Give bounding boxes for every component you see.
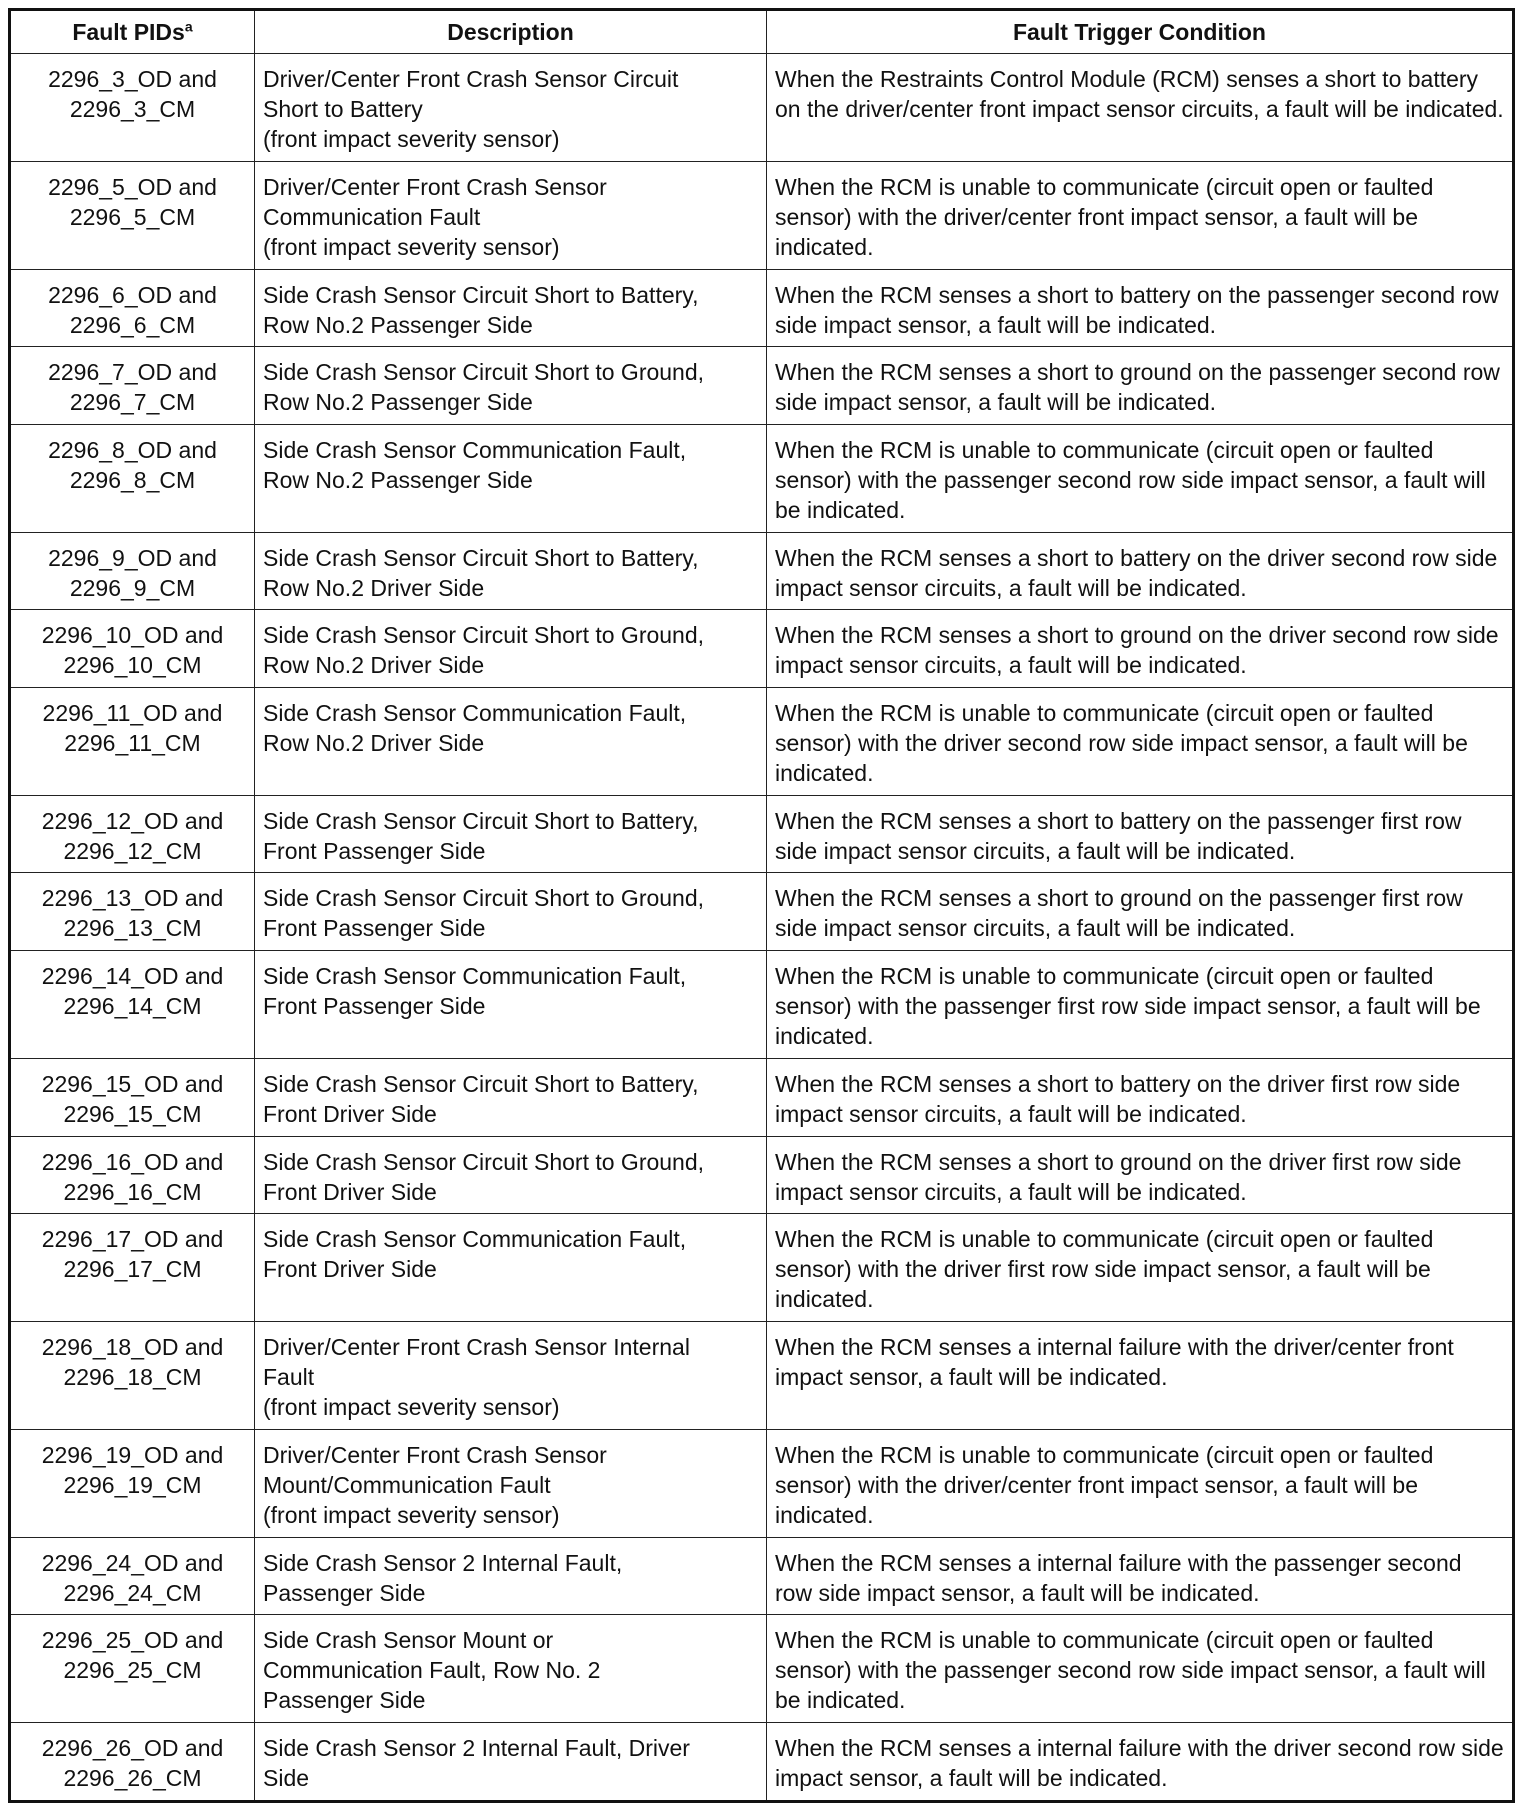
table-row (10, 1615, 1514, 1723)
fault-pid-line: 2296_15_CM (63, 1100, 202, 1127)
trigger-condition-cell: When the RCM senses a short to ground on the passenger second row side impact sensor, a fault will be indicated. (767, 347, 1514, 425)
fault-pid-cell (10, 1429, 255, 1537)
description-cell (255, 532, 767, 610)
description-line: (front impact severity sensor) (263, 126, 560, 152)
description-cell (255, 1723, 767, 1802)
description-cell (255, 424, 767, 532)
fault-pid-cell (10, 951, 255, 1059)
description-line: Passenger Side (263, 1687, 426, 1714)
trigger-condition-cell: When the RCM is unable to communicate (circuit open or faulted sensor) with the passenger second row side impact sensor, a fault will be indicated. (767, 1615, 1514, 1723)
description-line: Side Crash Sensor Circuit Short to Ground, (263, 359, 705, 386)
description-line: Side Crash Sensor Circuit Short to Ground, (263, 622, 705, 649)
trigger-condition-cell: When the RCM is unable to communicate (circuit open or faulted sensor) with the passenger first row side impact sensor, a fault will be indicated. (767, 951, 1514, 1059)
table-row (10, 951, 1514, 1059)
description-line: Row No.2 Passenger Side (263, 466, 533, 493)
fault-pid-cell (10, 347, 255, 425)
table-row (10, 161, 1514, 269)
fault-pid-line: 2296_18_CM (63, 1364, 202, 1391)
table-row (10, 873, 1514, 951)
fault-pid-line: 2296_26_OD and (41, 1735, 224, 1762)
description-line: Side Crash Sensor Circuit Short to Ground, (263, 1148, 705, 1175)
description-cell (255, 688, 767, 796)
header-fault-trigger-condition: Fault Trigger Condition (767, 10, 1514, 54)
fault-pid-line: 2296_6_OD and (48, 281, 217, 308)
description-cell (255, 1136, 767, 1214)
description-cell (255, 1214, 767, 1322)
description-line: Communication Fault (263, 203, 481, 230)
description-line: Short to Battery (263, 96, 423, 122)
table-row (10, 532, 1514, 610)
description-line: Side Crash Sensor Mount or (263, 1627, 554, 1654)
fault-pid-line: 2296_10_CM (63, 652, 202, 679)
fault-pid-cell (10, 1214, 255, 1322)
table-row (10, 1136, 1514, 1214)
fault-pid-line: 2296_15_OD and (41, 1070, 224, 1097)
fault-pid-line: 2296_17_CM (63, 1256, 202, 1283)
description-cell (255, 347, 767, 425)
description-line: Driver/Center Front Crash Sensor Internal (263, 1334, 690, 1361)
fault-pid-line: 2296_25_CM (63, 1657, 202, 1684)
table-row (10, 795, 1514, 873)
description-line: Side Crash Sensor 2 Internal Fault, Driver (263, 1735, 690, 1762)
header-description: Description (255, 10, 767, 54)
fault-pid-line: 2296_13_CM (63, 915, 202, 942)
fault-pid-line: 2296_7_CM (69, 389, 196, 416)
fault-pid-cell (10, 269, 255, 347)
fault-pid-cell (10, 795, 255, 873)
description-line: Side Crash Sensor Circuit Short to Battery, (263, 807, 699, 834)
fault-pid-line: 2296_9_CM (69, 574, 196, 601)
trigger-condition-cell: When the RCM senses a short to battery on the passenger second row side impact sensor, a fault will be indicated. (767, 269, 1514, 347)
description-line: Driver/Center Front Crash Sensor (263, 1441, 607, 1468)
trigger-condition-cell: When the RCM is unable to communicate (circuit open or faulted sensor) with the driver first row side impact sensor, a fault will be indicated. (767, 1214, 1514, 1322)
trigger-condition-cell: When the RCM senses a short to ground on the driver second row side impact sensor circuits, a fault will be indicated. (767, 610, 1514, 688)
trigger-condition-cell: When the RCM senses a short to battery on the driver second row side impact sensor circuits, a fault will be indicated. (767, 532, 1514, 610)
description-line: Side Crash Sensor Circuit Short to Battery, (263, 1070, 699, 1097)
description-line: Driver/Center Front Crash Sensor Circuit (263, 66, 679, 92)
description-line: Fault (263, 1364, 315, 1391)
table-row (10, 347, 1514, 425)
trigger-condition-cell: When the RCM is unable to communicate (circuit open or faulted sensor) with the driver second row side impact sensor, a fault will be indicated. (767, 688, 1514, 796)
description-line: Side Crash Sensor Circuit Short to Battery, (263, 544, 699, 571)
fault-pid-line: 2296_3_OD and (48, 66, 217, 92)
trigger-condition-cell: When the RCM senses a short to battery on the passenger first row side impact sensor circuits, a fault will be indicated. (767, 795, 1514, 873)
fault-pid-cell (10, 873, 255, 951)
description-line: Row No.2 Passenger Side (263, 311, 533, 338)
description-line: (front impact severity sensor) (263, 1501, 560, 1528)
description-cell (255, 1058, 767, 1136)
trigger-condition-cell: When the RCM senses a internal failure with the passenger second row side impact sensor, a fault will be indicated. (767, 1537, 1514, 1615)
trigger-condition-cell: When the RCM senses a short to ground on the passenger first row side impact sensor circuits, a fault will be indicated. (767, 873, 1514, 951)
fault-pid-cell (10, 1615, 255, 1723)
description-cell (255, 161, 767, 269)
fault-pid-line: 2296_8_OD and (48, 436, 217, 463)
fault-pid-cell (10, 54, 255, 162)
fault-pid-line: 2296_10_OD and (41, 622, 224, 649)
trigger-condition-cell: When the Restraints Control Module (RCM) senses a short to battery on the driver/center front impact sensor circuits, a fault will be indicated. (767, 54, 1514, 162)
fault-pid-cell (10, 610, 255, 688)
description-line: Front Passenger Side (263, 993, 486, 1020)
description-line: (front impact severity sensor) (263, 233, 560, 260)
fault-pid-cell (10, 1723, 255, 1802)
fault-pid-line: 2296_18_OD and (41, 1334, 224, 1361)
fault-pid-line: 2296_9_OD and (48, 544, 217, 571)
description-cell (255, 1429, 767, 1537)
description-line: Row No.2 Passenger Side (263, 389, 533, 416)
table-row (10, 1058, 1514, 1136)
description-line: Side Crash Sensor Communication Fault, (263, 700, 687, 727)
trigger-condition-cell: When the RCM is unable to communicate (circuit open or faulted sensor) with the driver/center front impact sensor, a fault will be indicated. (767, 1429, 1514, 1537)
description-line: Side Crash Sensor Communication Fault, (263, 1226, 687, 1253)
fault-pid-line: 2296_14_OD and (41, 963, 224, 990)
fault-pid-cell (10, 1537, 255, 1615)
fault-pid-cell (10, 161, 255, 269)
description-line: Front Driver Side (263, 1256, 437, 1283)
fault-pid-cell (10, 688, 255, 796)
fault-pid-line: 2296_26_CM (63, 1765, 202, 1792)
fault-pid-line: 2296_3_CM (69, 96, 196, 122)
header-fault-pids-label: Fault PIDs (72, 19, 185, 45)
description-line: Mount/Communication Fault (263, 1471, 551, 1498)
table-row (10, 1322, 1514, 1430)
description-line: Side Crash Sensor Communication Fault, (263, 963, 687, 990)
fault-pid-line: 2296_5_OD and (48, 173, 217, 200)
fault-pid-line: 2296_24_OD and (41, 1549, 224, 1576)
table-row (10, 688, 1514, 796)
description-line: Front Passenger Side (263, 915, 486, 942)
fault-pid-line: 2296_19_OD and (41, 1441, 224, 1468)
fault-pid-line: 2296_14_CM (63, 993, 202, 1020)
fault-pid-line: 2296_6_CM (69, 311, 196, 338)
trigger-condition-cell: When the RCM senses a internal failure with the driver second row side impact sensor, a fault will be indicated. (767, 1723, 1514, 1802)
table-row (10, 424, 1514, 532)
description-line: Front Driver Side (263, 1100, 437, 1127)
trigger-condition-cell: When the RCM is unable to communicate (circuit open or faulted sensor) with the passenger second row side impact sensor, a fault will be indicated. (767, 424, 1514, 532)
table-row (10, 1537, 1514, 1615)
description-line: Side Crash Sensor Circuit Short to Battery, (263, 281, 699, 308)
description-cell (255, 1615, 767, 1723)
description-line: Row No.2 Driver Side (263, 574, 485, 601)
description-line: Passenger Side (263, 1579, 426, 1606)
description-line: Side Crash Sensor Communication Fault, (263, 436, 687, 463)
table-row (10, 1214, 1514, 1322)
fault-pid-cell (10, 1322, 255, 1430)
description-line: (front impact severity sensor) (263, 1394, 560, 1421)
description-line: Communication Fault, Row No. 2 (263, 1657, 601, 1684)
fault-pid-cell (10, 1058, 255, 1136)
description-line: Driver/Center Front Crash Sensor (263, 173, 607, 200)
table-header-row (10, 10, 1514, 54)
fault-pid-line: 2296_12_CM (63, 837, 202, 864)
header-fault-pids (10, 10, 255, 54)
description-cell (255, 873, 767, 951)
fault-pid-line: 2296_7_OD and (48, 359, 217, 386)
description-cell (255, 795, 767, 873)
description-cell (255, 1322, 767, 1430)
table-row (10, 1429, 1514, 1537)
fault-pid-line: 2296_5_CM (69, 203, 196, 230)
fault-pid-line: 2296_19_CM (63, 1471, 202, 1498)
description-cell (255, 269, 767, 347)
trigger-condition-cell: When the RCM senses a short to battery on the driver first row side impact sensor circuits, a fault will be indicated. (767, 1058, 1514, 1136)
table-row (10, 269, 1514, 347)
fault-pid-table (8, 8, 1515, 1803)
fault-pid-line: 2296_24_CM (63, 1579, 202, 1606)
description-cell (255, 951, 767, 1059)
trigger-condition-cell: When the RCM senses a internal failure with the driver/center front impact sensor, a fault will be indicated. (767, 1322, 1514, 1430)
fault-pid-line: 2296_13_OD and (41, 885, 224, 912)
fault-pid-line: 2296_11_OD and (42, 700, 223, 727)
fault-pid-line: 2296_12_OD and (41, 807, 224, 834)
fault-pid-line: 2296_11_CM (64, 730, 201, 757)
trigger-condition-cell: When the RCM senses a short to ground on the driver first row side impact sensor circuits, a fault will be indicated. (767, 1136, 1514, 1214)
fault-pid-line: 2296_25_OD and (41, 1627, 224, 1654)
description-line: Side (263, 1765, 310, 1792)
description-line: Front Driver Side (263, 1178, 437, 1205)
description-cell (255, 54, 767, 162)
description-cell (255, 610, 767, 688)
table-row (10, 54, 1514, 162)
table-row (10, 610, 1514, 688)
fault-pid-cell (10, 1136, 255, 1214)
fault-pid-line: 2296_16_OD and (41, 1148, 224, 1175)
footnote-marker: a (184, 18, 193, 35)
description-line: Side Crash Sensor Circuit Short to Ground, (263, 885, 705, 912)
table-row (10, 1723, 1514, 1802)
description-cell (255, 1537, 767, 1615)
description-line: Row No.2 Driver Side (263, 652, 485, 679)
description-line: Row No.2 Driver Side (263, 730, 485, 757)
fault-pid-cell (10, 424, 255, 532)
description-line: Front Passenger Side (263, 837, 486, 864)
fault-pid-line: 2296_16_CM (63, 1178, 202, 1205)
fault-pid-cell (10, 532, 255, 610)
description-line: Side Crash Sensor 2 Internal Fault, (263, 1549, 623, 1576)
fault-pid-line: 2296_8_CM (69, 466, 196, 493)
fault-pid-line: 2296_17_OD and (41, 1226, 224, 1253)
trigger-condition-cell: When the RCM is unable to communicate (circuit open or faulted sensor) with the driver/center front impact sensor, a fault will be indicated. (767, 161, 1514, 269)
